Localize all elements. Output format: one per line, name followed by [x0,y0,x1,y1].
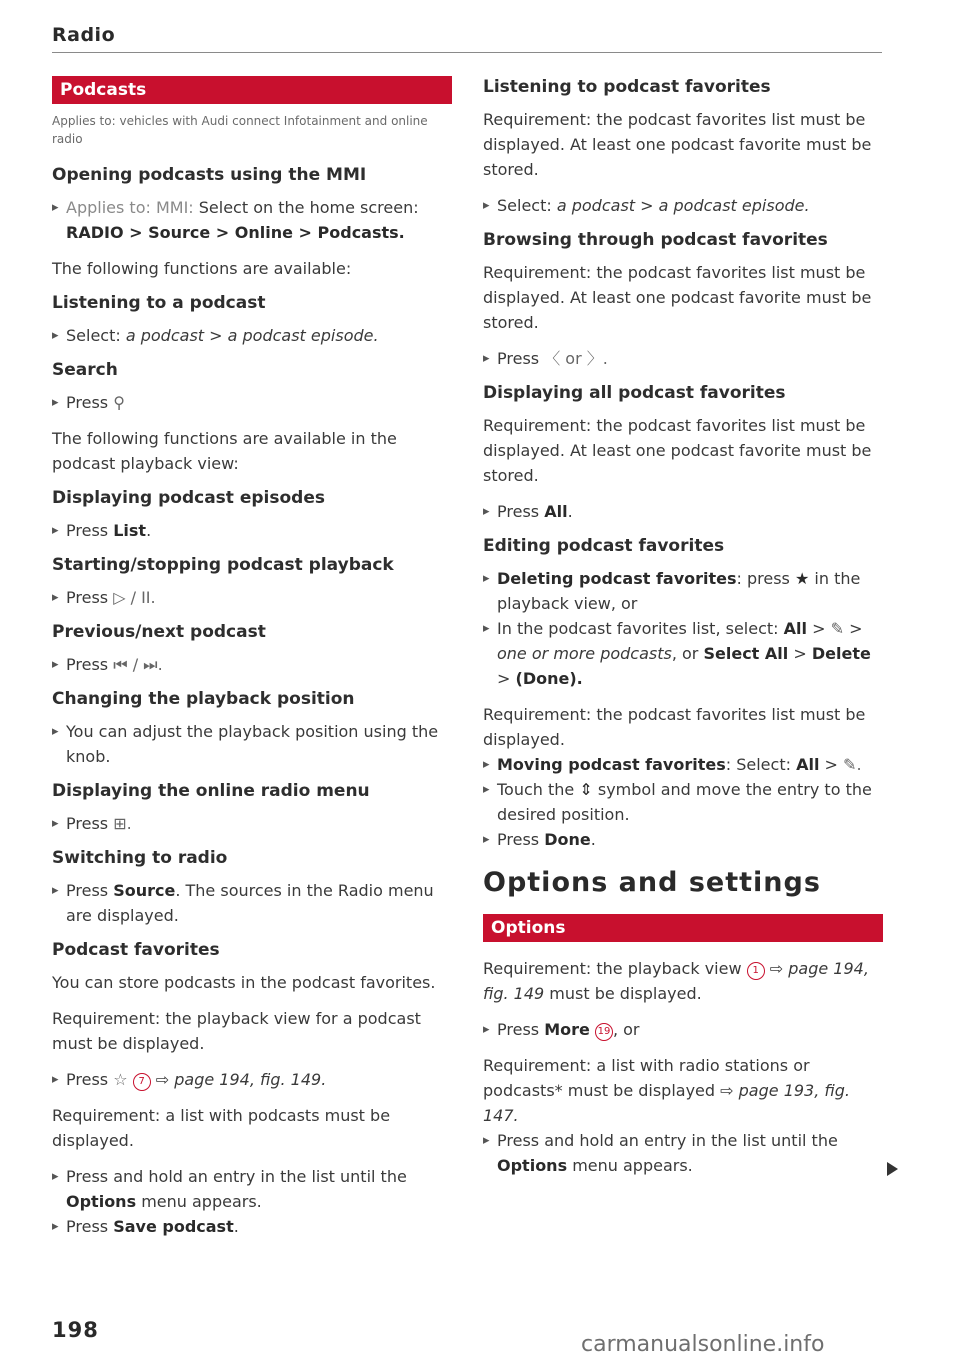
grid-menu-icon: ⊞. [113,814,132,833]
favorites-text: You can store podcasts in the podcast favorites. [52,973,436,992]
heading-switching: Switching to radio [52,848,228,868]
step-browse [483,346,883,371]
heading-online-menu: Displaying the online radio menu [52,781,370,801]
press-label: Press [497,1020,540,1039]
step-episodes: ▸ Press List. [52,518,452,543]
press-label: Press [66,1070,109,1089]
req-playback-view [483,956,883,1006]
separator: > [812,619,826,638]
edit-icon: ✎ [830,619,844,638]
right-column [483,76,883,1189]
done-key: Done [544,830,591,849]
applies-lead: Applies to: MMI: [66,198,194,217]
listening-path: a podcast > a podcast episode. [125,326,379,345]
options-banner: Options [483,914,883,942]
functions-available: The following functions are available: [52,259,352,278]
step-listen-fav [483,193,883,218]
page-number: 198 [52,1318,99,1342]
moving-key: Moving podcast favorites [497,755,726,774]
page-ref: ⇨ page 193, fig. 147. [483,1081,850,1125]
press-label: Press [497,349,540,368]
callout-number: 1 [747,962,765,980]
step-list-edit [483,616,883,691]
req-text: Requirement: a list with radio stations or podcasts* must be displayed [483,1056,810,1100]
heading-editing: Editing podcast favorites [483,536,725,556]
select-label: Select: [66,326,121,345]
step-display-all: ▸ Press All. [483,499,883,524]
page-ref: ⇨ page 194, fig. 149. [155,1070,327,1089]
press-label: Press [66,881,109,900]
step-hold-right [483,1128,883,1178]
list-key: List [113,521,147,540]
or-text: , or [671,644,699,663]
reorder-icon: ⇕ [579,780,593,799]
callout-number: 7 [133,1073,151,1091]
heading-browse: Browsing through podcast favorites [483,230,828,250]
left-column [52,76,452,1250]
page-header [52,24,882,53]
play-pause-icon: ▷ / II. [113,588,156,607]
functions-playback: The following functions are available in the podcast playback view: [52,429,397,473]
listen-fav-path: a podcast > a podcast episode. [556,196,810,215]
step-save: ▸ Press Save podcast. [52,1214,452,1239]
hold-rest: menu appears. [141,1192,262,1211]
moving-text: : Select: [725,755,791,774]
press-label: Press [497,502,540,521]
step-opening [52,195,452,245]
save-podcast-key: Save podcast [113,1217,234,1236]
press-label: Press [497,830,540,849]
req-playback: Requirement: the playback view for a podcast must be displayed. [52,1009,421,1053]
step-store-star [52,1067,452,1092]
req-text: Requirement: the playback view [483,959,742,978]
options-key: Options [66,1192,137,1211]
press-label: Press [66,655,109,674]
hold-text: Press and hold an entry in the list until the [66,1167,407,1186]
podcasts-banner: Podcasts [52,76,452,104]
skip-icon: ⏮ / ⏭. [113,655,163,674]
step-listening [52,323,452,348]
delete-text-b: in the playback view, or [497,569,861,613]
delete-key: Delete [811,644,871,663]
continue-arrow-icon [887,1162,898,1176]
step-hold [52,1164,452,1214]
or-text: , or [612,1020,640,1039]
all-key: All [796,755,820,774]
watermark: carmanualsonline.info [581,1332,825,1357]
req-fav-1: Requirement: the podcast favorites list must be displayed. At least one podcast favorite must be stored. [483,110,872,179]
req-list-radio [483,1053,883,1128]
press-label: Press [66,1217,109,1236]
step-search [52,390,452,415]
press-label: Press [66,521,109,540]
applies-note: Applies to: vehicles with Audi connect Infotainment and online radio [52,114,428,146]
done-key: (Done). [515,669,583,688]
press-label: Press [66,393,109,412]
step-delete [483,566,883,616]
options-settings-heading: Options and settings [483,867,821,898]
separator: > [497,669,511,688]
heading-favorites: Podcast favorites [52,940,220,960]
step-startstop [52,585,452,610]
one-or-more: one or more podcasts [497,644,672,663]
step-moving [483,752,883,777]
req-rest: must be displayed. [549,984,702,1003]
step-touch [483,777,883,827]
step-more [483,1017,883,1042]
heading-opening: Opening podcasts using the MMI [52,165,367,185]
press-label: Press [66,588,109,607]
heading-position: Changing the playback position [52,689,355,709]
req-list: Requirement: a list with podcasts must be displayed. [52,1106,391,1150]
press-label: Press [66,814,109,833]
touch-text-a: Touch the [497,780,575,799]
star-filled-icon: ★ [794,569,810,588]
callout-number: 19 [595,1023,613,1041]
step-switching [52,878,452,928]
select-label: Select: [497,196,552,215]
source-key: Source [113,881,176,900]
more-key: More [544,1020,590,1039]
list-text-a: In the podcast favorites list, select: [497,619,779,638]
page-ref: ⇨ page 194, fig. 149 [483,959,869,1003]
options-key: Options [497,1156,568,1175]
select-all-key: Select All [703,644,789,663]
hold-text: Press and hold an entry in the list until the [497,1131,838,1150]
step-position: ▸ You can adjust the playback position using the knob. [52,719,452,769]
heading-episodes: Displaying podcast episodes [52,488,325,508]
step-online-menu [52,811,452,836]
opening-text: Select on the home screen: [198,198,419,217]
req-fav-3: Requirement: the podcast favorites list must be displayed. At least one podcast favorite must be stored. [483,416,872,485]
delete-text-a: : press [736,569,790,588]
deleting-key: Deleting podcast favorites [497,569,737,588]
opening-path: RADIO > Source > Online > Podcasts. [66,223,405,242]
hold-rest: menu appears. [572,1156,693,1175]
step-prevnext [52,652,452,677]
heading-startstop: Starting/stopping podcast playback [52,555,394,575]
separator: > [793,644,807,663]
switching-rest: . The sources in the Radio menu are displayed. [66,881,434,925]
req-fav-list: Requirement: the podcast favorites list must be displayed. [483,705,866,749]
separator: > [824,755,838,774]
all-key: All [544,502,568,521]
separator: > [849,619,863,638]
all-key: All [783,619,807,638]
header-title: Radio [52,24,116,46]
step-done: ▸ Press Done. [483,827,883,852]
heading-search: Search [52,360,118,380]
edit-icon: ✎. [843,755,862,774]
heading-listening: Listening to a podcast [52,293,266,313]
prev-next-icon: 〈 or 〉. [544,349,608,368]
touch-text-b: symbol and move the entry to the desired position. [497,780,872,824]
req-fav-2: Requirement: the podcast favorites list must be displayed. At least one podcast favorite must be stored. [483,263,872,332]
search-icon: ⚲ [113,393,125,412]
heading-prevnext: Previous/next podcast [52,622,266,642]
heading-display-all: Displaying all podcast favorites [483,383,786,403]
heading-listen-fav: Listening to podcast favorites [483,77,771,97]
star-outline-icon: ☆ [113,1070,128,1089]
